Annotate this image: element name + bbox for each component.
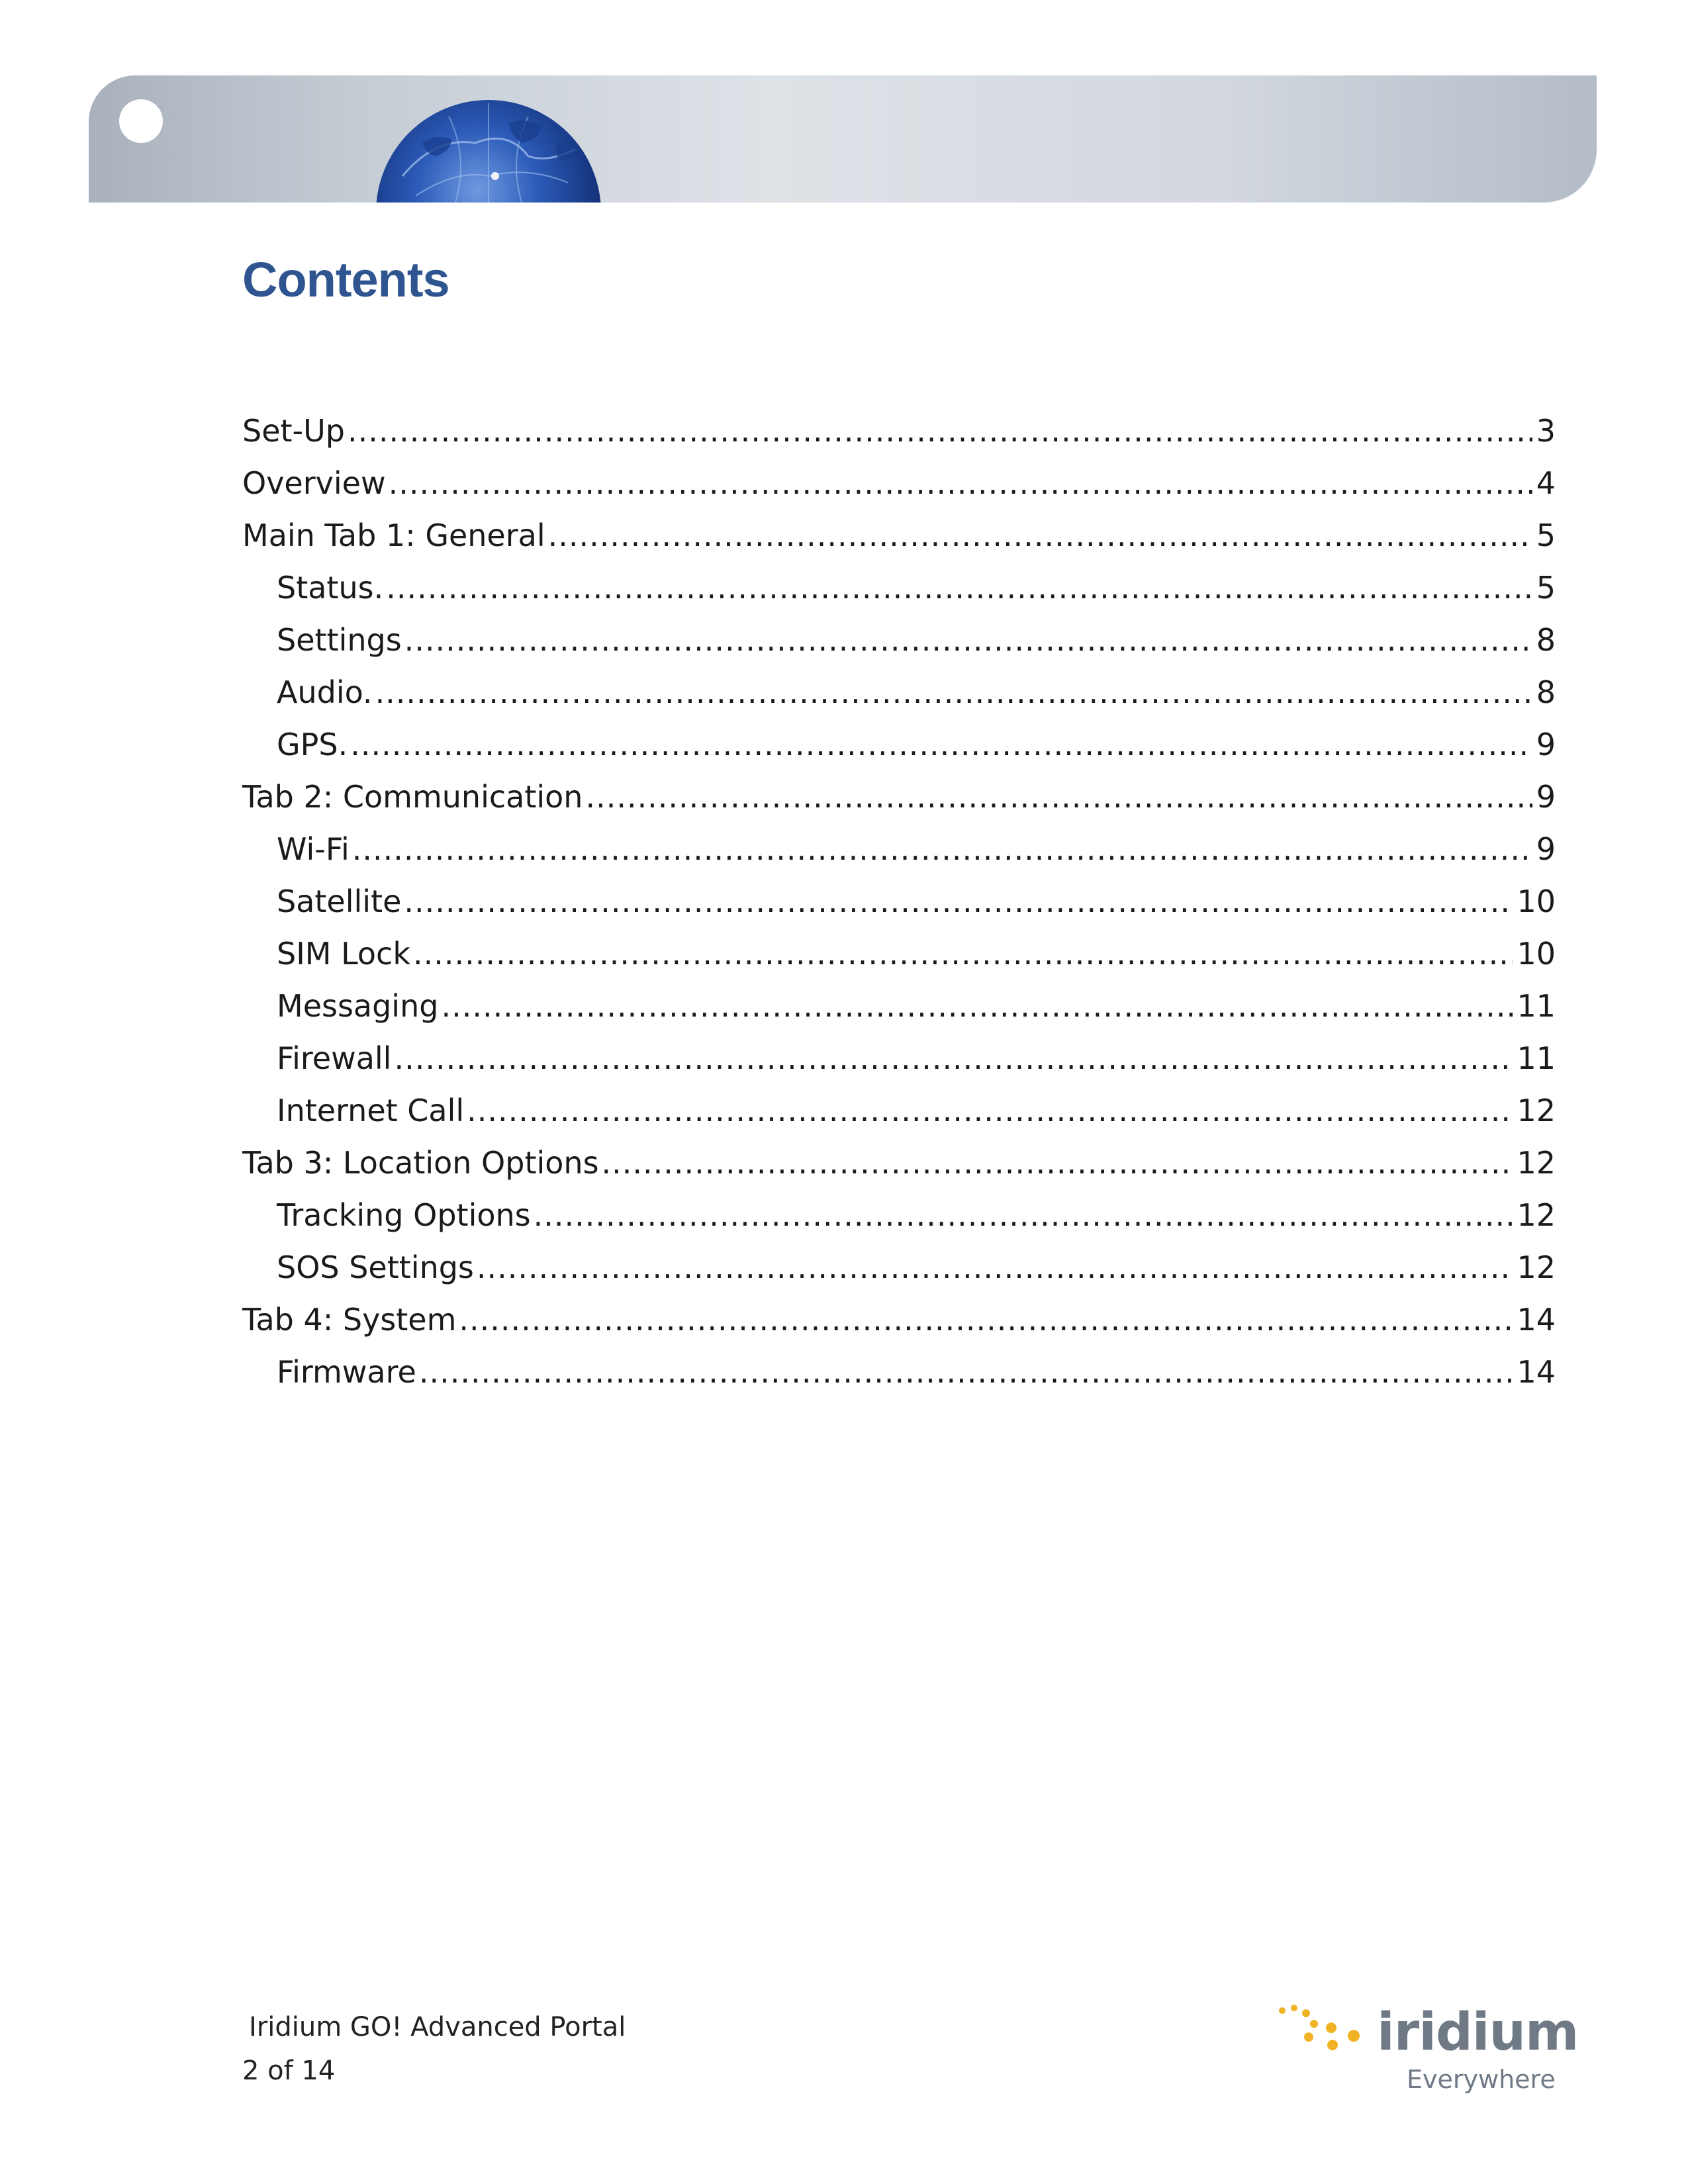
toc-entry-label: Firewall bbox=[277, 1040, 392, 1076]
toc-entry-label: Set-Up bbox=[242, 413, 346, 449]
toc-entry-label: SIM Lock bbox=[277, 936, 410, 972]
toc-entry[interactable] bbox=[242, 1189, 1556, 1242]
toc-entry-label: Tracking Options bbox=[277, 1197, 531, 1233]
toc-entry[interactable] bbox=[242, 771, 1556, 823]
toc-dot-leader bbox=[352, 823, 1532, 876]
toc-entry-page-number: 12 bbox=[1517, 1145, 1556, 1181]
toc-entry-label: Satellite bbox=[277, 884, 402, 919]
toc-entry-page-number: 8 bbox=[1536, 674, 1556, 710]
page-title: Contents bbox=[242, 252, 449, 307]
toc-dot-leader bbox=[467, 1085, 1513, 1137]
toc-dot-leader bbox=[404, 876, 1513, 928]
toc-entry-page-number: 11 bbox=[1517, 988, 1556, 1024]
toc-dot-leader bbox=[375, 666, 1532, 719]
toc-entry[interactable] bbox=[242, 876, 1556, 928]
brand-tagline: Everywhere bbox=[1407, 2065, 1556, 2094]
toc-entry[interactable] bbox=[242, 1085, 1556, 1137]
toc-entry-page-number: 9 bbox=[1536, 831, 1556, 867]
toc-entry[interactable] bbox=[242, 1346, 1556, 1398]
toc-entry-label: Overview bbox=[242, 465, 386, 501]
toc-dot-leader bbox=[404, 614, 1532, 666]
toc-dot-leader bbox=[441, 980, 1513, 1032]
toc-entry-page-number: 11 bbox=[1517, 1040, 1556, 1076]
toc-entry[interactable] bbox=[242, 510, 1556, 562]
toc-entry[interactable] bbox=[242, 980, 1556, 1032]
header-banner bbox=[89, 75, 1597, 203]
toc-dot-leader bbox=[413, 928, 1513, 980]
toc-entry-page-number: 10 bbox=[1517, 936, 1556, 972]
toc-entry-label: Tab 4: System bbox=[242, 1302, 457, 1338]
brand-name: iridium bbox=[1377, 2003, 1579, 2062]
toc-dot-leader bbox=[419, 1346, 1513, 1398]
toc-entry-label: Tab 3: Location Options bbox=[242, 1145, 599, 1181]
toc-entry[interactable] bbox=[242, 1032, 1556, 1085]
toc-dot-leader bbox=[459, 1294, 1513, 1346]
toc-entry-label: Tab 2: Communication bbox=[242, 779, 583, 815]
toc-entry-page-number: 4 bbox=[1536, 465, 1556, 501]
footer-document-title: Iridium GO! Advanced Portal bbox=[249, 2012, 626, 2042]
toc-entry-label: Settings bbox=[277, 622, 402, 658]
toc-dot-leader bbox=[389, 457, 1532, 510]
toc-entry[interactable] bbox=[242, 1242, 1556, 1294]
toc-entry-label: SOS Settings bbox=[277, 1250, 474, 1285]
toc-entry[interactable] bbox=[242, 562, 1556, 614]
toc-entry[interactable] bbox=[242, 1137, 1556, 1189]
toc-entry[interactable] bbox=[242, 823, 1556, 876]
toc-entry-label: Internet Call bbox=[277, 1093, 465, 1128]
table-of-contents bbox=[242, 405, 1556, 1398]
globe-icon bbox=[376, 97, 601, 203]
toc-entry-label: GPS. bbox=[277, 727, 348, 762]
toc-dot-leader bbox=[602, 1137, 1513, 1189]
toc-entry-page-number: 14 bbox=[1517, 1354, 1556, 1390]
toc-entry-label: Messaging bbox=[277, 988, 439, 1024]
toc-entry-label: Firmware bbox=[277, 1354, 416, 1390]
footer-page-indicator: 2 of 14 bbox=[242, 2056, 336, 2086]
toc-entry[interactable] bbox=[242, 405, 1556, 457]
toc-entry-page-number: 14 bbox=[1517, 1302, 1556, 1338]
toc-entry-label: Main Tab 1: General bbox=[242, 518, 545, 553]
toc-dot-leader bbox=[386, 562, 1532, 614]
toc-entry-page-number: 5 bbox=[1536, 570, 1556, 606]
toc-entry-page-number: 9 bbox=[1536, 727, 1556, 762]
header-dot bbox=[119, 99, 163, 143]
toc-entry[interactable] bbox=[242, 1294, 1556, 1346]
toc-entry-page-number: 3 bbox=[1536, 413, 1556, 449]
toc-dot-leader bbox=[548, 510, 1532, 562]
toc-entry[interactable] bbox=[242, 928, 1556, 980]
toc-entry-page-number: 10 bbox=[1517, 884, 1556, 919]
toc-entry-page-number: 12 bbox=[1517, 1250, 1556, 1285]
toc-dot-leader bbox=[348, 405, 1532, 457]
toc-dot-leader bbox=[477, 1242, 1513, 1294]
toc-entry-page-number: 9 bbox=[1536, 779, 1556, 815]
toc-entry-label: Status. bbox=[277, 570, 384, 606]
toc-dot-leader bbox=[350, 719, 1532, 771]
toc-entry-page-number: 12 bbox=[1517, 1197, 1556, 1233]
iridium-dots-icon bbox=[1274, 1999, 1380, 2071]
toc-entry-label: Audio. bbox=[277, 674, 373, 710]
toc-entry[interactable] bbox=[242, 614, 1556, 666]
toc-entry-page-number: 12 bbox=[1517, 1093, 1556, 1128]
toc-entry-label: Wi-Fi bbox=[277, 831, 350, 867]
toc-dot-leader bbox=[534, 1189, 1513, 1242]
toc-dot-leader bbox=[394, 1032, 1513, 1085]
toc-dot-leader bbox=[585, 771, 1532, 823]
iridium-logo bbox=[1274, 1999, 1579, 2098]
toc-entry[interactable] bbox=[242, 457, 1556, 510]
toc-entry[interactable] bbox=[242, 666, 1556, 719]
toc-entry[interactable] bbox=[242, 719, 1556, 771]
toc-entry-page-number: 8 bbox=[1536, 622, 1556, 658]
toc-entry-page-number: 5 bbox=[1536, 518, 1556, 553]
